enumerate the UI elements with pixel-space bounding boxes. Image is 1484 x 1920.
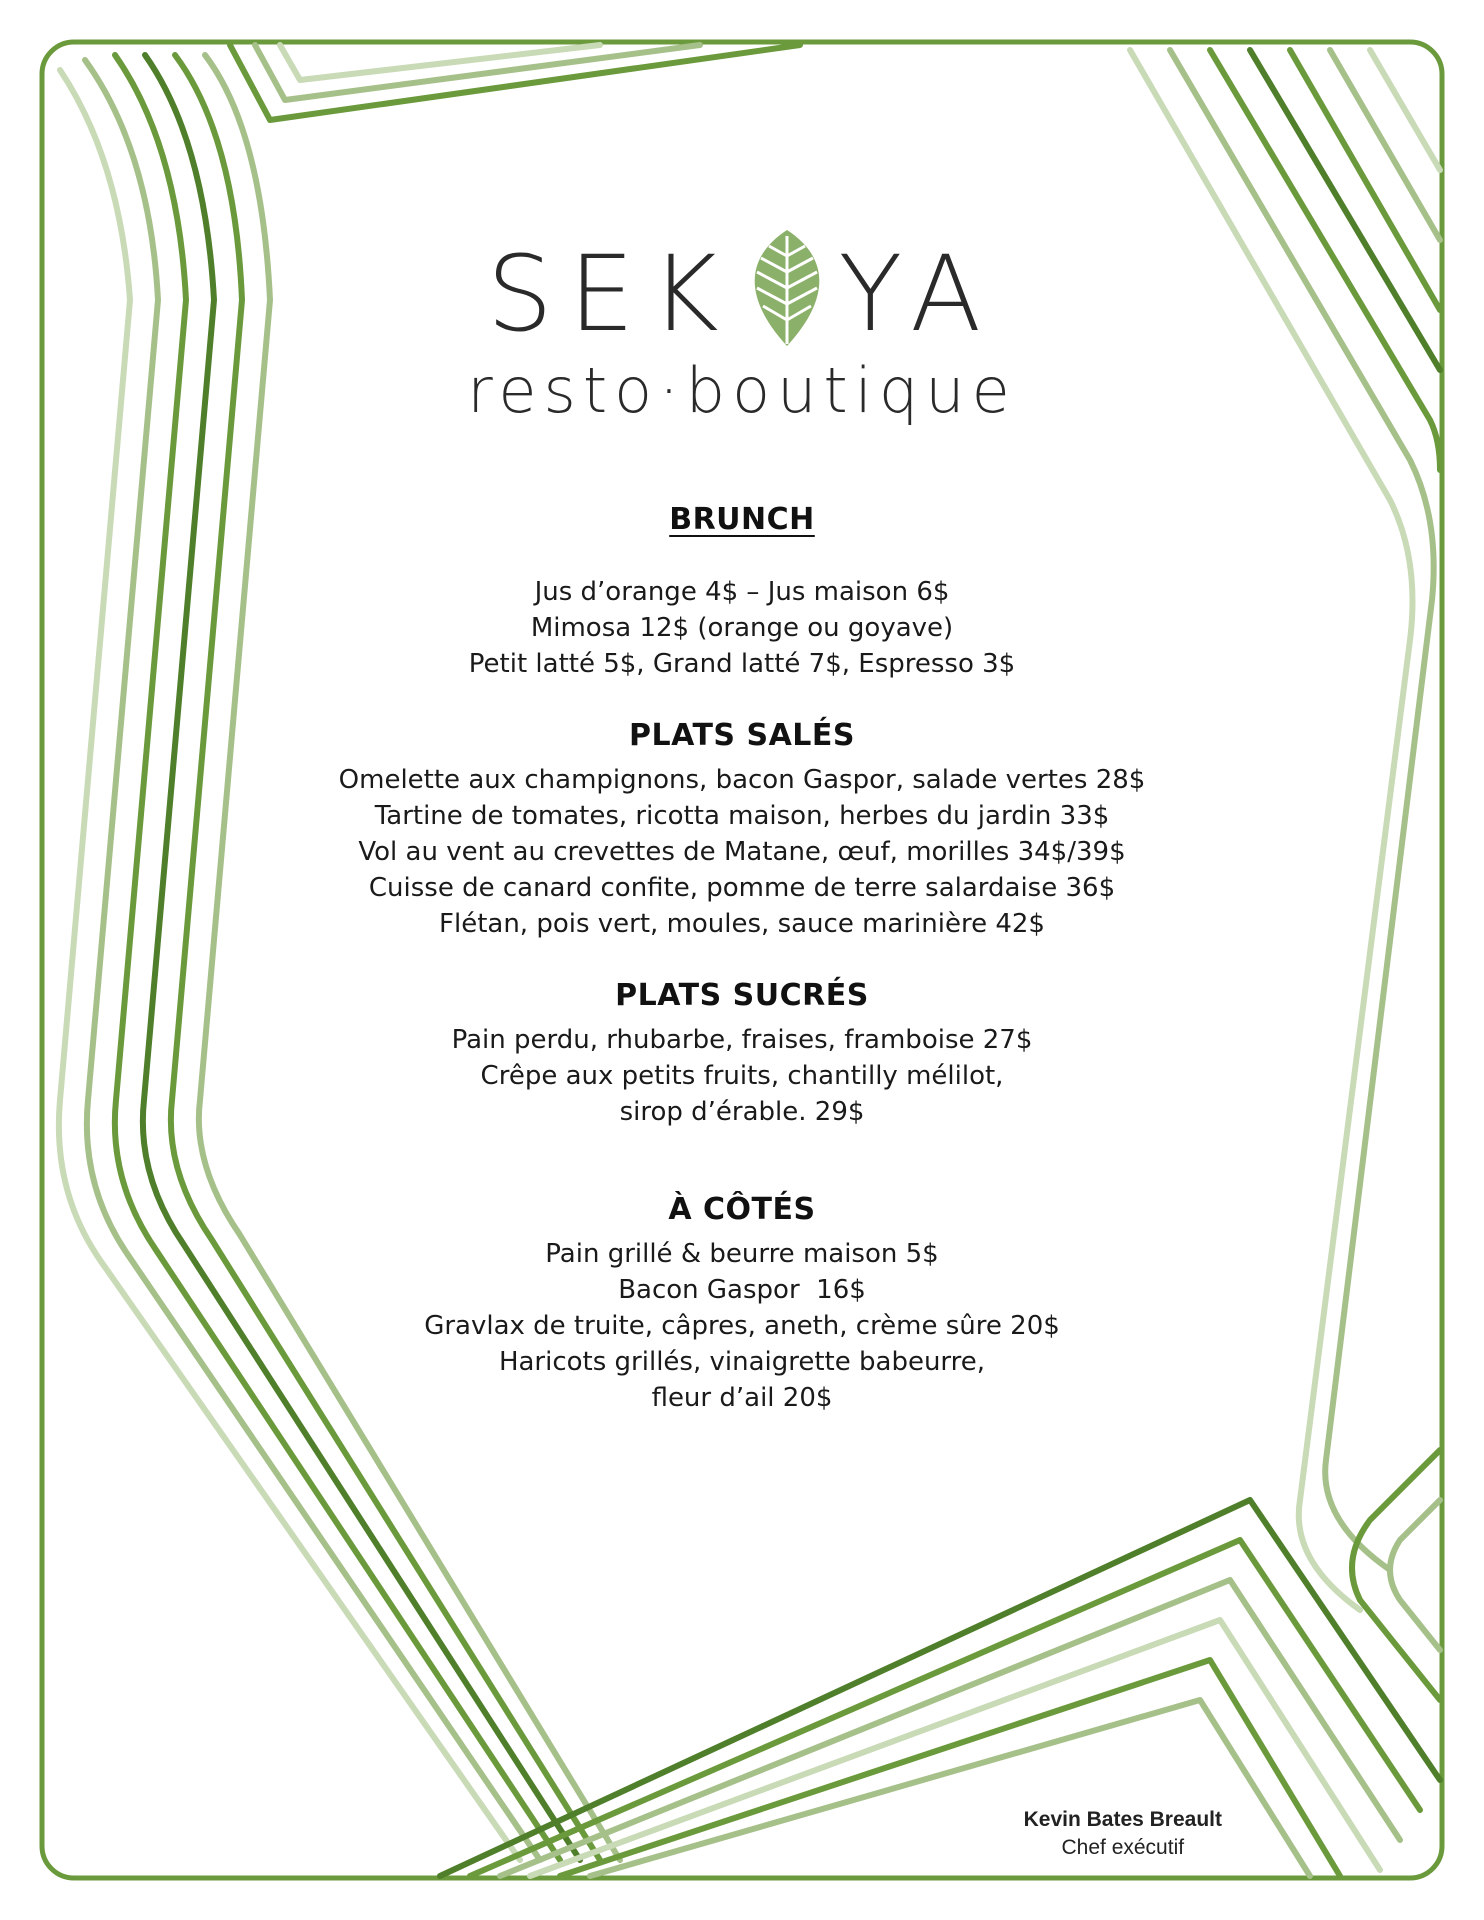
section-title: PLATS SUCRÉS — [615, 978, 869, 1013]
menu-item: Tartine de tomates, ricotta maison, herbes du jardin 33$ — [374, 801, 1110, 831]
chef-signature — [1024, 1806, 1222, 1862]
menu-item: Vol au vent au crevettes de Matane, œuf, morilles 34$/39$ — [358, 837, 1126, 867]
menu-item: fleur d’ail 20$ — [651, 1383, 833, 1413]
menu-item: Omelette aux champignons, bacon Gaspor, salade vertes 28$ — [338, 765, 1146, 795]
menu-item: Bacon Gaspor 16$ — [618, 1275, 866, 1305]
menu-item: Crêpe aux petits fruits, chantilly mélilot, — [480, 1061, 1004, 1091]
chef-name: Kevin Bates Breault — [1023, 1808, 1222, 1831]
menu-item: Cuisse de canard confite, pomme de terre salardaise 36$ — [368, 873, 1116, 903]
logo-subtitle: resto·boutique — [467, 354, 1017, 427]
top-left-chevrons — [230, 45, 800, 120]
menu-item: Haricots grillés, vinaigrette babeurre, — [498, 1347, 986, 1377]
section-plats-sales — [0, 716, 1484, 942]
section-title: BRUNCH — [669, 502, 815, 537]
chef-role: Chef exécutif — [1061, 1836, 1185, 1859]
menu-item: Pain perdu, rhubarbe, fraises, framboise 27$ — [451, 1025, 1033, 1055]
menu-item: Petit latté 5$, Grand latté 7$, Espresso 3$ — [468, 649, 1016, 679]
menu — [0, 500, 1484, 1416]
section-title: À CÔTÉS — [668, 1192, 816, 1227]
bottom-chevrons — [440, 1500, 1440, 1876]
menu-item: sirop d’érable. 29$ — [619, 1097, 865, 1127]
leaf-icon — [741, 226, 833, 350]
menu-item: Pain grillé & beurre maison 5$ — [545, 1239, 939, 1269]
section-brunch — [0, 500, 1484, 682]
logo — [0, 232, 1484, 427]
menu-item: Flétan, pois vert, moules, sauce marinière 42$ — [439, 909, 1045, 939]
logo-text-left: SEK — [486, 233, 735, 355]
section-plats-sucres — [0, 976, 1484, 1130]
section-title: PLATS SALÉS — [628, 718, 856, 753]
logo-text-right: YA — [838, 233, 998, 355]
menu-item: Mimosa 12$ (orange ou goyave) — [530, 613, 954, 643]
logo-wordmark — [0, 232, 1484, 356]
menu-item: Jus d’orange 4$ – Jus maison 6$ — [534, 577, 950, 607]
menu-item: Gravlax de truite, câpres, aneth, crème sûre 20$ — [424, 1311, 1060, 1341]
section-a-cotes — [0, 1190, 1484, 1416]
